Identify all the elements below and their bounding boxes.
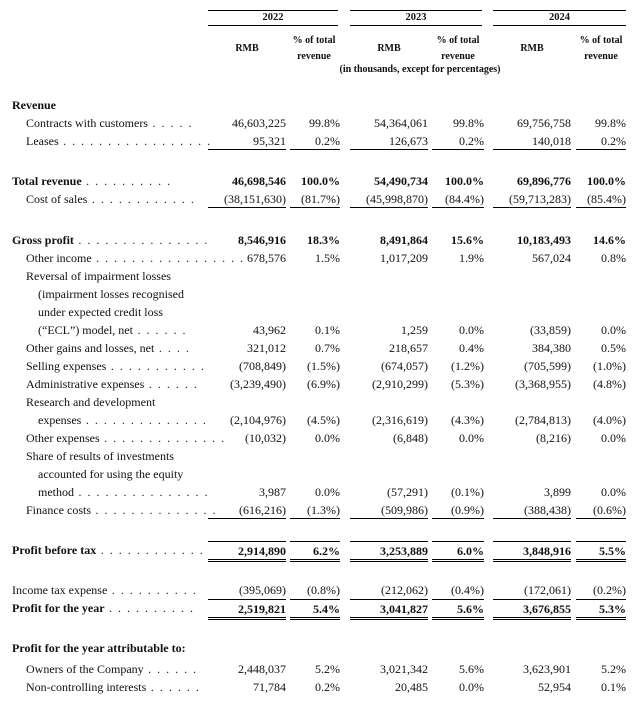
pct-line1: % of total [579, 35, 623, 46]
leader-dots: . . . . . . . . . . . . . . [81, 413, 208, 427]
amount-cell: (616,216) [208, 501, 286, 519]
percent-cell: (4.5%) [307, 413, 340, 427]
amount-cell: (395,069) [239, 583, 286, 597]
amount-cell: (8,216) [536, 431, 571, 445]
amount-cell: 69,756,758 [517, 116, 571, 130]
percent-cell: 0.0% [459, 680, 484, 694]
amount-cell: 8,491,864 [380, 233, 428, 247]
percent-cell: 0.2% [290, 132, 340, 150]
percent-cell: 99.8% [595, 116, 626, 130]
row-label [26, 375, 200, 393]
year-header-2024: 2024 [493, 10, 626, 26]
amount-cell: 140,018 [493, 132, 571, 150]
amount-cell: (38,151,630) [208, 190, 286, 208]
row-label [12, 541, 205, 559]
percent-cell: 0.2% [432, 132, 484, 150]
percent-cell: 0.0% [601, 323, 626, 337]
percent-cell: 0.0% [601, 485, 626, 499]
percent-cell: 0.7% [315, 341, 340, 355]
amount-cell: 3,899 [544, 485, 571, 499]
statement-row [0, 96, 640, 114]
row-label-text: accounted for using the equity [38, 467, 184, 481]
amount-cell: (3,368,955) [515, 377, 571, 391]
amount-cell: (212,062) [381, 583, 428, 597]
amount-cell: (708,849) [239, 359, 286, 373]
amount-cell: 3,253,889 [350, 541, 428, 562]
amount-cell: 46,603,225 [232, 116, 286, 130]
amount-cell: 46,698,546 [232, 174, 286, 188]
percent-cell: (6.9%) [307, 377, 340, 391]
leader-dots: . . . . . . . . . . . . . . [99, 431, 226, 445]
row-label-text: (“ECL”) model, net [38, 323, 133, 337]
amount-cell: 2,448,037 [238, 662, 286, 676]
row-label [38, 483, 209, 501]
statement-row [0, 231, 640, 249]
percent-cell: 14.6% [593, 233, 626, 247]
row-label-text: Profit for the year attributable to: [12, 641, 186, 655]
leader-dots: . . . . . . . . . . [81, 174, 172, 188]
amount-cell: (509,986) [350, 501, 428, 519]
amount-cell: 52,954 [538, 680, 571, 694]
amount-cell: (3,239,490) [230, 377, 286, 391]
amount-cell: 54,364,061 [374, 116, 428, 130]
amount-cell: 3,021,342 [380, 662, 428, 676]
amount-cell: (705,599) [524, 359, 571, 373]
row-label [26, 357, 206, 375]
statement-row [0, 429, 640, 447]
leader-dots: . . . . . . . . . . . . . . . [74, 485, 209, 499]
leader-dots: . . . . . . . . . . . . [96, 543, 205, 557]
percent-cell: (85.4%) [576, 190, 626, 208]
percent-cell: 0.0% [459, 431, 484, 445]
col-pct-2023 [432, 33, 484, 65]
row-label-text: Profit for the year [12, 601, 105, 615]
percent-cell: (1.3%) [290, 501, 340, 519]
percent-cell: 0.8% [601, 251, 626, 265]
amount-cell: (33,859) [530, 323, 571, 337]
amount-cell: (172,061) [524, 583, 571, 597]
amount-cell: 3,623,901 [523, 662, 571, 676]
percent-cell: 5.6% [459, 662, 484, 676]
row-label-text: Reversal of impairment losses [26, 269, 171, 283]
row-label-text: Other expenses [26, 431, 100, 445]
amount-cell: 71,784 [253, 680, 286, 694]
leader-dots: . . . . . . . . . . . . . . . . . [91, 251, 245, 265]
statement-row [0, 465, 640, 483]
amount-cell: 321,012 [247, 341, 286, 355]
row-label-text: (impairment losses recognised [38, 287, 184, 301]
row-label-text: Administrative expenses [26, 377, 145, 391]
amount-cell: (2,910,299) [372, 377, 428, 391]
row-label-text: Research and development [26, 395, 156, 409]
row-label-text: Gross profit [12, 233, 74, 247]
percent-cell: 0.0% [315, 485, 340, 499]
row-label [38, 303, 200, 321]
row-label [26, 501, 217, 519]
row-label [38, 465, 200, 483]
percent-cell: (4.3%) [451, 413, 484, 427]
amount-cell: (388,438) [493, 501, 571, 519]
row-label [26, 339, 200, 357]
row-label [38, 411, 208, 429]
statement-row [0, 172, 640, 190]
amount-cell: 678,576 [247, 251, 286, 265]
percent-cell: (0.6%) [576, 501, 626, 519]
amount-cell: 3,676,855 [493, 599, 571, 620]
col-pct-2024 [576, 33, 626, 65]
percent-cell: 6.2% [290, 541, 340, 562]
amount-cell: (2,316,619) [372, 413, 428, 427]
row-label [12, 581, 200, 599]
percent-cell: 0.1% [315, 323, 340, 337]
statement-row [0, 339, 640, 357]
percent-cell: (1.0%) [593, 359, 626, 373]
percent-cell: 6.0% [432, 541, 484, 562]
row-label [26, 249, 245, 267]
row-label-text: method [38, 485, 74, 499]
row-label [26, 190, 200, 208]
leader-dots: . . . . . . . . . . . . . . . . . [58, 134, 212, 148]
row-label-text: Contracts with customers [26, 116, 148, 130]
amount-cell: 69,896,776 [517, 174, 571, 188]
row-label-text: Revenue [12, 98, 56, 112]
row-label [12, 639, 200, 657]
pct-line2: revenue [584, 51, 618, 62]
percent-cell: 0.0% [601, 431, 626, 445]
row-label [12, 599, 200, 617]
amount-cell: (2,784,813) [515, 413, 571, 427]
col-rmb-2022: RMB [235, 43, 259, 54]
row-label-text: Profit before tax [12, 543, 97, 557]
pct-line1: % of total [436, 35, 480, 46]
row-label [12, 96, 200, 114]
percent-cell: 0.1% [601, 680, 626, 694]
row-label-text: Cost of sales [26, 192, 88, 206]
pct-line1: % of total [292, 35, 336, 46]
statement-row [0, 411, 640, 429]
percent-cell: (5.3%) [451, 377, 484, 391]
row-label [26, 132, 212, 150]
percent-cell: 18.3% [307, 233, 340, 247]
percent-cell: 100.0% [301, 174, 340, 188]
row-label [26, 267, 200, 285]
col-rmb-2023: RMB [377, 43, 401, 54]
percent-cell: 0.0% [315, 431, 340, 445]
amount-cell: 3,041,827 [350, 599, 428, 620]
percent-cell: 5.6% [432, 599, 484, 620]
amount-cell: (45,998,870) [350, 190, 428, 208]
percent-cell: (4.0%) [593, 413, 626, 427]
row-label-text: Total revenue [12, 174, 82, 188]
percent-cell: (0.2%) [593, 583, 626, 597]
pct-line2: revenue [441, 51, 475, 62]
amount-cell: 1,259 [401, 323, 428, 337]
amount-cell: 43,962 [253, 323, 286, 337]
statement-row [0, 114, 640, 132]
col-rmb-2024: RMB [520, 43, 544, 54]
percent-cell: 99.8% [453, 116, 484, 130]
row-label [38, 285, 200, 303]
amount-cell: 20,485 [395, 680, 428, 694]
percent-cell: 5.4% [290, 599, 340, 620]
percent-cell: 100.0% [587, 174, 626, 188]
row-label-text: Non-controlling interests [26, 680, 147, 694]
percent-cell: (0.4%) [451, 583, 484, 597]
row-label-text: Finance costs [26, 503, 91, 517]
row-label [26, 660, 200, 678]
percent-cell: 5.3% [576, 599, 626, 620]
amount-cell: (10,032) [245, 431, 286, 445]
amount-cell: (59,713,283) [493, 190, 571, 208]
percent-cell: 0.2% [315, 680, 340, 694]
statement-row [0, 375, 640, 393]
leader-dots: . . . . . . . . . . . . . . . [73, 233, 209, 247]
percent-cell: 0.2% [576, 132, 626, 150]
percent-cell: (1.2%) [451, 359, 484, 373]
percent-cell: (4.8%) [593, 377, 626, 391]
statement-row [0, 132, 640, 150]
statement-row [0, 393, 640, 411]
pct-line2: revenue [297, 51, 331, 62]
statement-row [0, 267, 640, 285]
percent-cell: (0.8%) [307, 583, 340, 597]
percent-cell: 0.5% [601, 341, 626, 355]
percent-cell: 15.6% [451, 233, 484, 247]
row-label-text: Selling expenses [26, 359, 107, 373]
statement-row [0, 285, 640, 303]
statement-row [0, 321, 640, 339]
percent-cell: (81.7%) [290, 190, 340, 208]
percent-cell: 0.4% [459, 341, 484, 355]
leader-dots: . . . . . . . . . . . . [87, 192, 196, 206]
leader-dots: . . . . . . . . . . [107, 583, 198, 597]
amount-cell: 126,673 [350, 132, 428, 150]
row-label-text: expenses [38, 413, 82, 427]
amount-cell: (674,057) [381, 359, 428, 373]
leader-dots: . . . . [154, 341, 191, 355]
percent-cell: 5.2% [315, 662, 340, 676]
amount-cell: 3,987 [259, 485, 286, 499]
row-label-text: Other gains and losses, net [26, 341, 155, 355]
amount-cell: 54,490,734 [374, 174, 428, 188]
amount-cell: (57,291) [387, 485, 428, 499]
leader-dots: . . . . . . . . . . . [106, 359, 206, 373]
statement-row [0, 660, 640, 678]
row-label-text: Income tax expense [12, 583, 108, 597]
statement-row [0, 190, 640, 208]
row-label [26, 678, 200, 696]
year-header-2023: 2023 [350, 10, 482, 26]
row-label [12, 172, 200, 190]
row-label-text: Share of results of investments [26, 449, 174, 463]
amount-cell: (6,848) [393, 431, 428, 445]
percent-cell: 1.5% [315, 251, 340, 265]
row-label [12, 231, 209, 249]
units-note: (in thousands, except for percentages) [339, 64, 501, 75]
leader-dots: . . . . . . [146, 680, 201, 694]
amount-cell: 218,657 [389, 341, 428, 355]
row-label [26, 447, 200, 465]
statement-row [0, 357, 640, 375]
statement-row [0, 541, 640, 559]
row-label-text: Other income [26, 251, 92, 265]
row-label-text: Leases [26, 134, 59, 148]
statement-row [0, 639, 640, 657]
col-pct-2022 [290, 33, 338, 65]
row-label-text: Owners of the Company [26, 662, 144, 676]
leader-dots: . . . . . . . . . . . . . . [91, 503, 217, 517]
amount-cell: 384,380 [532, 341, 571, 355]
percent-cell: 0.0% [459, 323, 484, 337]
row-label [26, 429, 226, 447]
percent-cell: 1.9% [459, 251, 484, 265]
year-header-2022: 2022 [208, 10, 338, 26]
statement-row [0, 447, 640, 465]
statement-row [0, 483, 640, 501]
percent-cell: (0.9%) [432, 501, 484, 519]
leader-dots: . . . . . . . . . . [104, 601, 195, 615]
leader-dots: . . . . . . [143, 662, 198, 676]
amount-cell: 2,914,890 [208, 541, 286, 562]
percent-cell: (84.4%) [432, 190, 484, 208]
statement-row [0, 501, 640, 519]
row-label-text: under expected credit loss [38, 305, 163, 319]
statement-row [0, 581, 640, 599]
statement-row [0, 249, 640, 267]
amount-cell: 3,848,916 [493, 541, 571, 562]
row-label [26, 114, 200, 132]
statement-row [0, 303, 640, 321]
percent-cell: (1.5%) [307, 359, 340, 373]
amount-cell: 567,024 [532, 251, 571, 265]
leader-dots: . . . . . . [132, 323, 187, 337]
row-label [38, 321, 200, 339]
percent-cell: 99.8% [309, 116, 340, 130]
percent-cell: (0.1%) [451, 485, 484, 499]
amount-cell: 2,519,821 [208, 599, 286, 620]
amount-cell: 10,183,493 [517, 233, 571, 247]
amount-cell: (2,104,976) [230, 413, 286, 427]
percent-cell: 100.0% [445, 174, 484, 188]
statement-row [0, 678, 640, 696]
percent-cell: 5.2% [601, 662, 626, 676]
row-label [26, 393, 200, 411]
amount-cell: 8,546,916 [238, 233, 286, 247]
statement-row [0, 599, 640, 617]
leader-dots: . . . . . . [144, 377, 199, 391]
percent-cell: 5.5% [576, 541, 626, 562]
amount-cell: 95,321 [208, 132, 286, 150]
amount-cell: 1,017,209 [380, 251, 428, 265]
leader-dots: . . . . . [147, 116, 193, 130]
